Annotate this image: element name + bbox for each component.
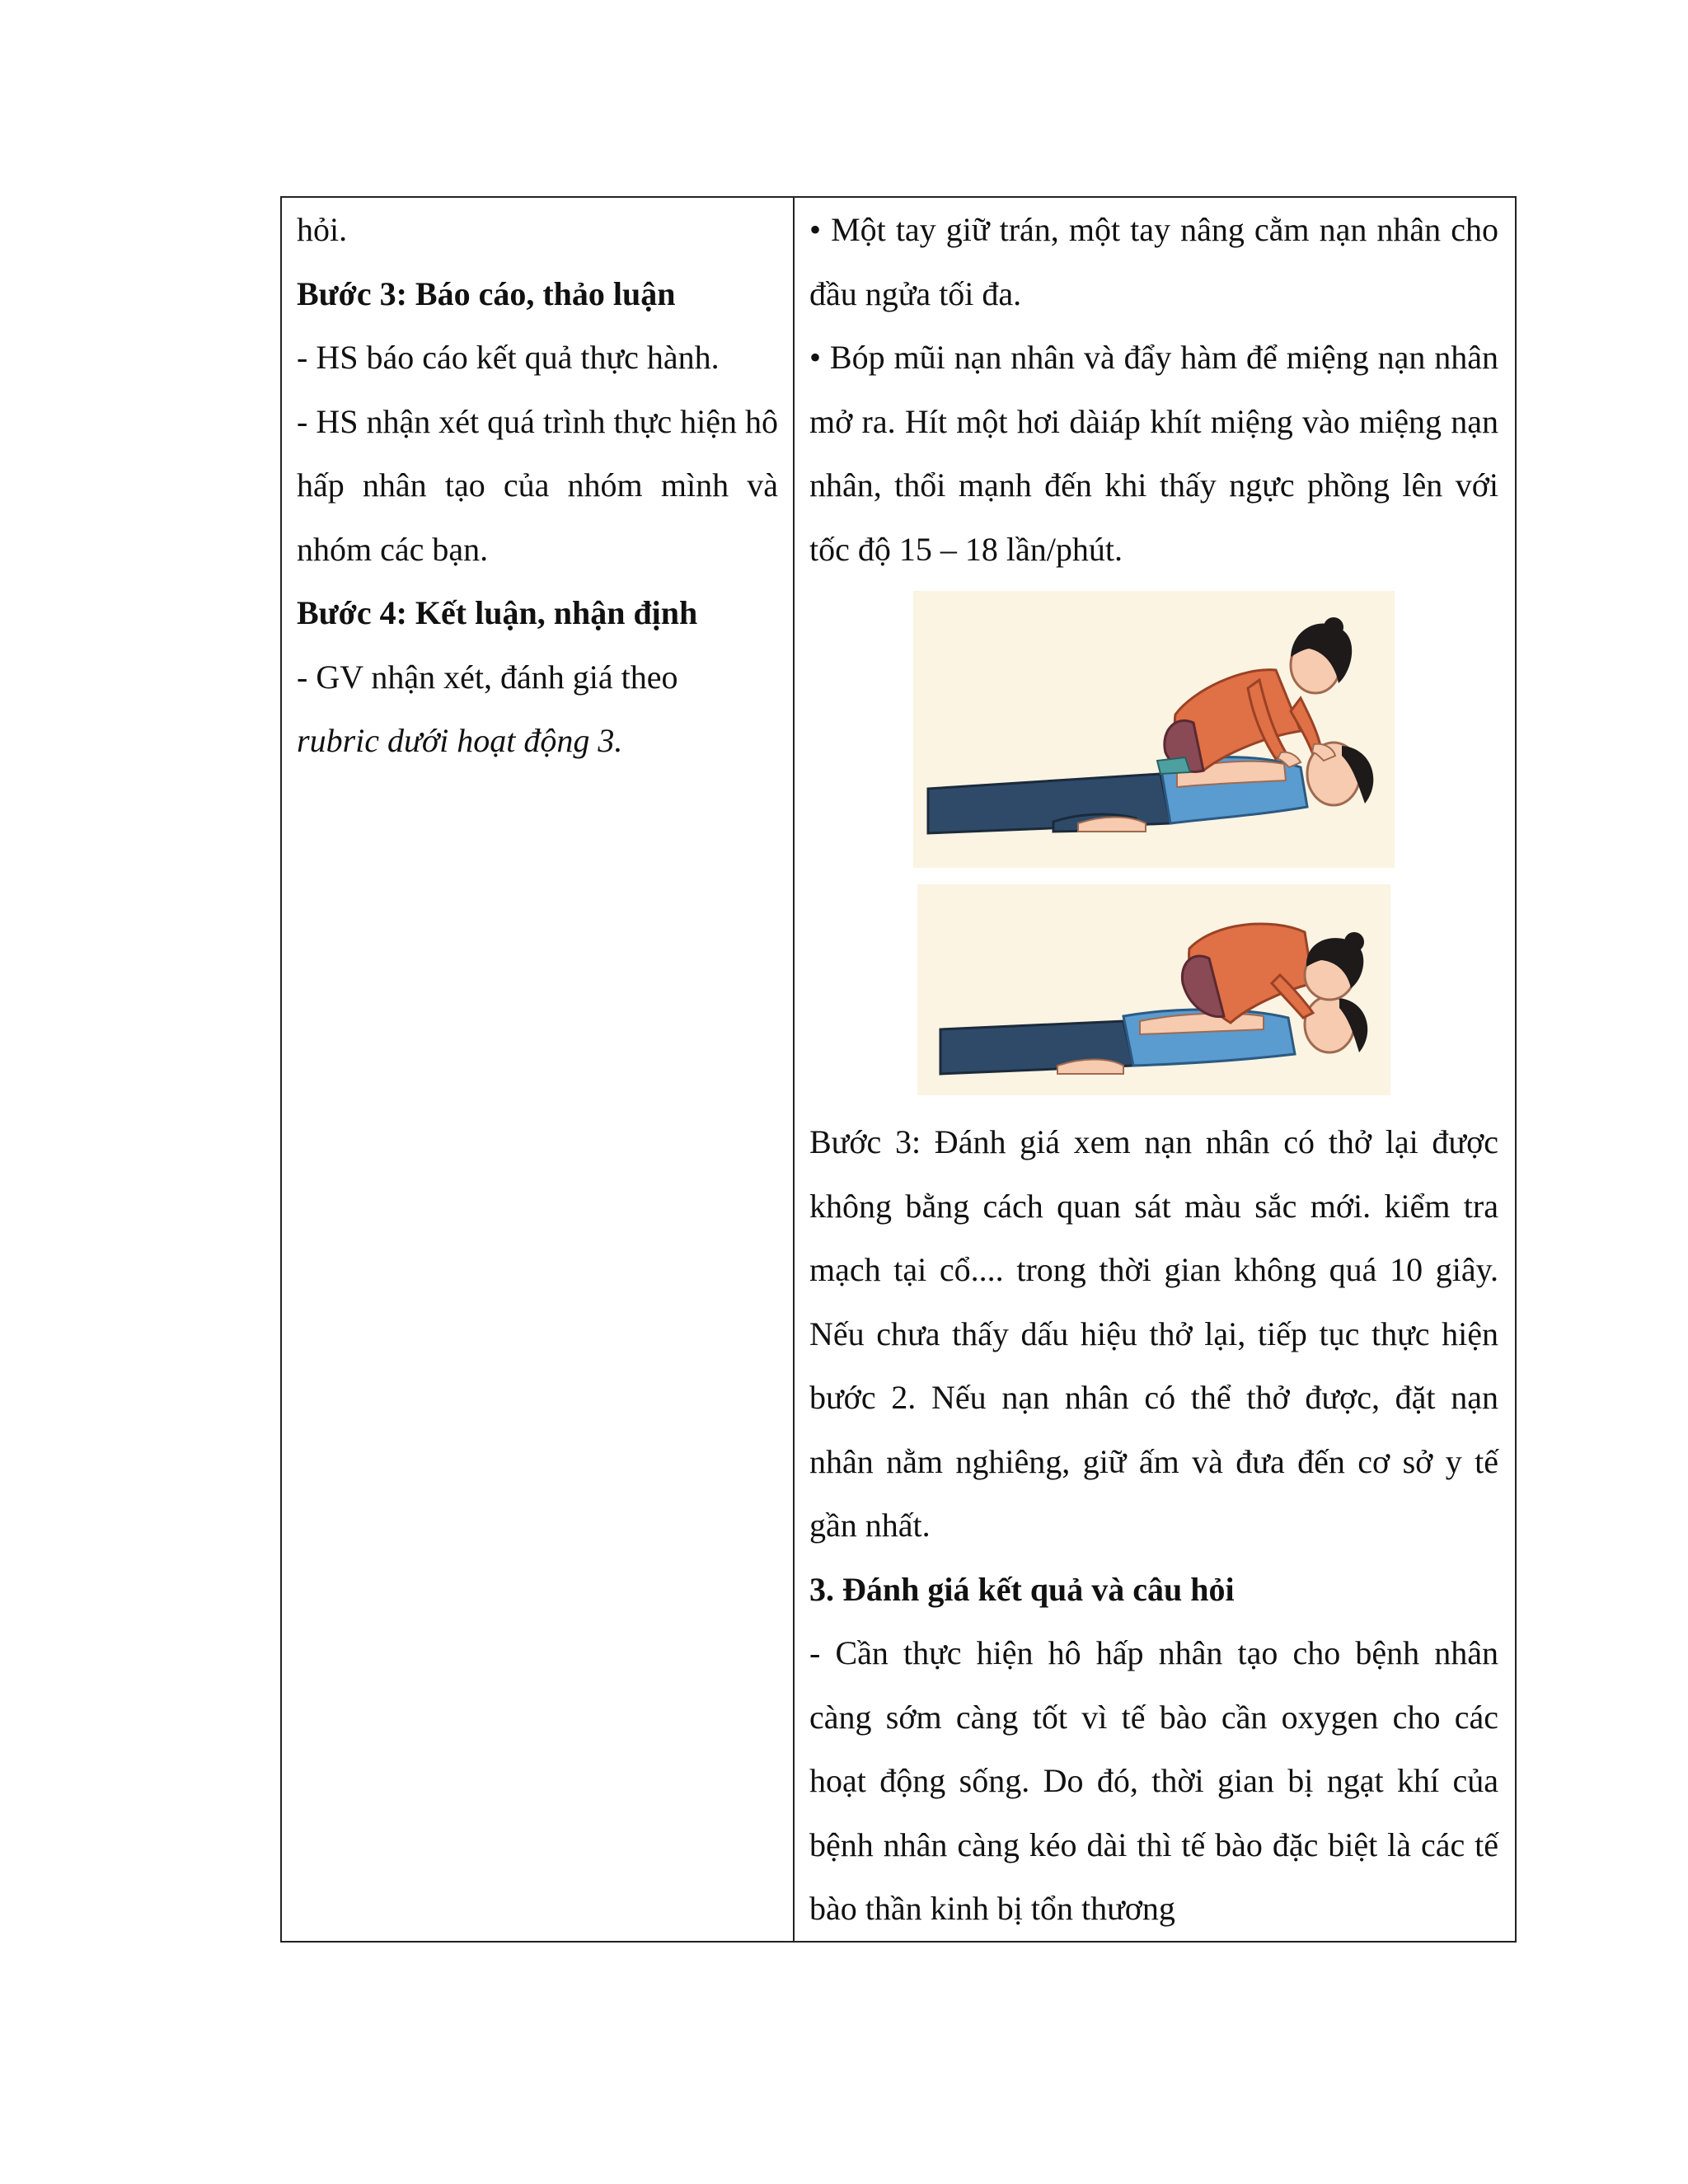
bullet-rescue-breath: • Bóp mũi nạn nhân và đẩy hàm để miệng nạn nhân mở ra. Hít một hơi dàiáp khít miệng vào miệng nạn nhân, thổi mạnh đến khi thấy ngực phồng lên với tốc độ 15 – 18 lần/phút. <box>809 339 1498 568</box>
table-row <box>281 197 1516 1942</box>
student-activity-cell <box>794 197 1516 1942</box>
text-line: - GV nhận xét, đánh giá theo <box>297 658 678 696</box>
section-3-heading: 3. Đánh giá kết quả và câu hỏi <box>809 1570 1235 1608</box>
step-4-heading: Bước 4: Kết luận, nhận định <box>297 594 698 631</box>
text-paragraph: - HS nhận xét quá trình thực hiện hô hấp nhân tạo của nhóm mình và nhóm các bạn. <box>297 402 778 568</box>
answer-paragraph: - Cần thực hiện hô hấp nhân tạo cho bệnh nhân càng sớm càng tốt vì tế bào cần oxygen cho các hoạt động sống. Do đó, thời gian bị ngạt khí của bệnh nhân càng kéo dài thì tế bào đặc biệt là các tế bào thần kinh bị tổn thương <box>809 1634 1498 1927</box>
rubric-note: rubric dưới hoạt động 3. <box>297 722 623 759</box>
teacher-activity-cell <box>281 197 794 1942</box>
text-line: - HS báo cáo kết quả thực hành. <box>297 339 720 376</box>
step-3-heading: Bước 3: Báo cáo, thảo luận <box>297 274 676 312</box>
text-line: hỏi. <box>297 211 348 248</box>
lesson-table <box>280 196 1517 1943</box>
step-3-paragraph: Bước 3: Đánh giá xem nạn nhân có thở lại được không bằng cách quan sát màu sắc mới. kiểm tra mạch tại cổ.... trong thời gian không quá 10 giây. Nếu chưa thấy dấu hiệu thở lại, tiếp tục thực hiện bước 2. Nếu nạn nhân có thể thở được, đặt nạn nhân nằm nghiêng, giữ ấm và đưa đến cơ sở y tế gần nhất. <box>809 1123 1498 1544</box>
bullet-head-tilt: • Một tay giữ trán, một tay nâng cằm nạn nhân cho đầu ngửa tối đa. <box>809 211 1498 312</box>
mouth-to-mouth-illustration <box>917 884 1390 1095</box>
head-tilt-chin-lift-illustration <box>913 591 1395 868</box>
